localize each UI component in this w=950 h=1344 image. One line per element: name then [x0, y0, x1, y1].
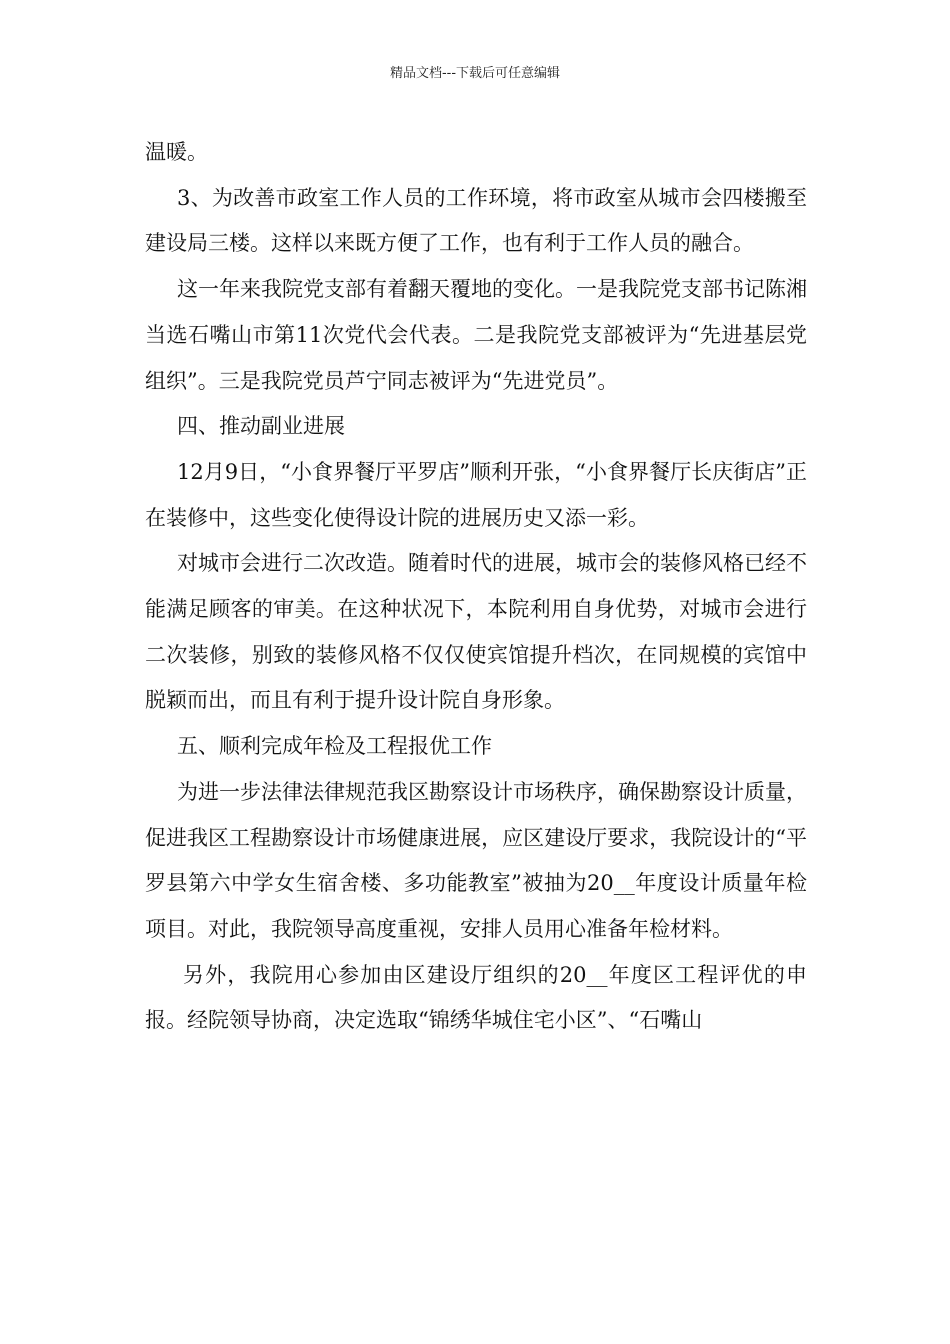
- paragraph-party-branch: 这一年来我院党支部有着翻天覆地的变化。一是我院党支部书记陈湘当选石嘴山市第11次党代会代表。二是我院党支部被评为“先进基层党组织”。三是我院党员芦宁同志被评为“先进党员”。: [145, 277, 807, 393]
- paragraph-restaurant-opening: 12月9日，“小食界餐厅平罗店”顺利开张，“小食界餐厅长庆街店”正在装修中，这些变化使得设计院的进展历史又添一彩。: [145, 459, 807, 530]
- paragraph-annual-inspection: 为进一步法律法律规范我区勘察设计市场秩序，确保勘察设计质量，促进我区工程勘察设计市场健康进展，应区建设厅要求，我院设计的“平罗县第六中学女生宿舍楼、多功能教室”被抽为20__年度设计质量年检项目。对此，我院领导高度重视，安排人员用心准备年检材料。: [145, 779, 807, 941]
- paragraph-renovation: 对城市会进行二次改造。随着时代的进展，城市会的装修风格已经不能满足顾客的审美。在这种状况下，本院利用自身优势，对城市会进行二次装修，别致的装修风格不仅仅使宾馆提升档次，在同规模的宾馆中脱颖而出，而且有利于提升设计院自身形象。: [145, 551, 807, 713]
- paragraph-office-move: 3、为改善市政室工作人员的工作环境，将市政室从城市会四楼搬至建设局三楼。这样以来既方便了工作，也有利于工作人员的融合。: [145, 185, 807, 256]
- section-heading-inspection: 五、顺利完成年检及工程报优工作: [177, 734, 492, 759]
- paragraph-project-awards: 另外，我院用心参加由区建设厅组织的20__年度区工程评优的申报。经院领导协商，决定选取“锦绣华城住宅小区”、“石嘴山: [145, 962, 807, 1033]
- document-body: [145, 130, 807, 1044]
- paragraph-continuation: 温暖。: [145, 140, 208, 164]
- page-header: 精品文档---下载后可任意编辑: [389, 66, 561, 81]
- section-heading-sideline: 四、推动副业进展: [177, 414, 345, 439]
